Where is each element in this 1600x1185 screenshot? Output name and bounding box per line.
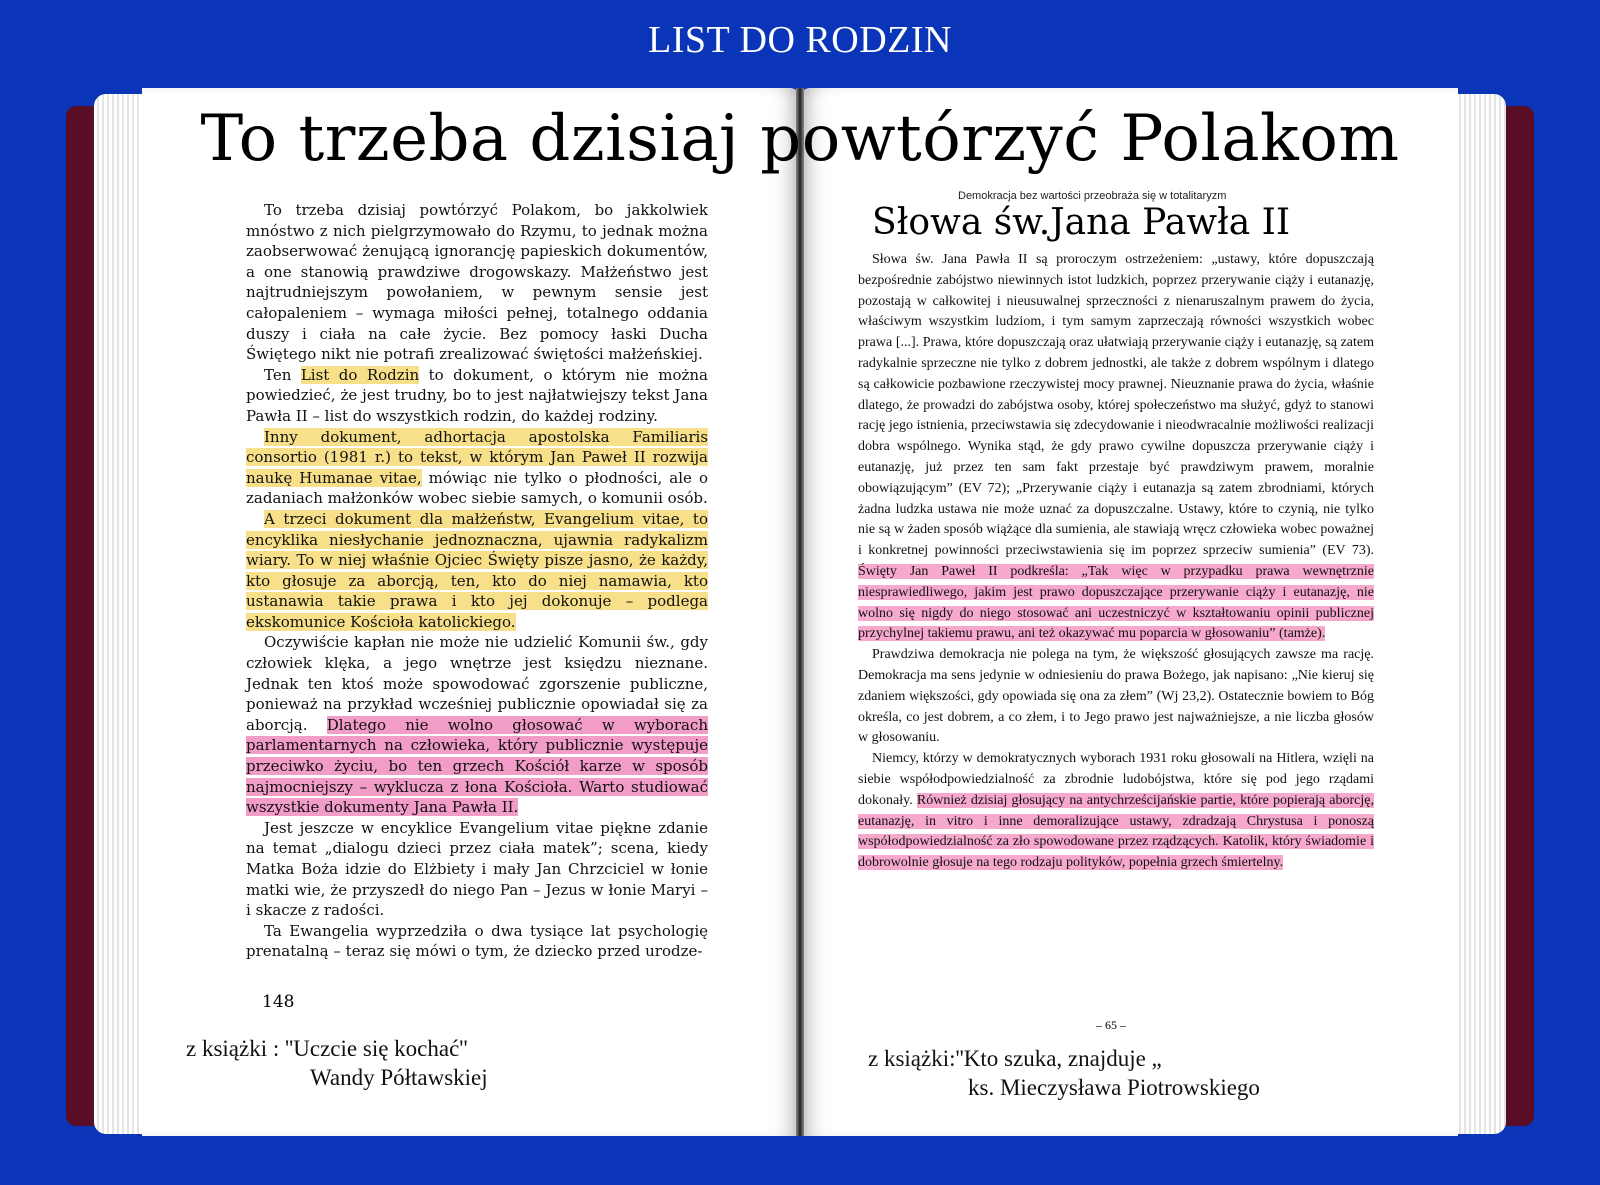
page-edges-right — [1456, 94, 1506, 1134]
text-run: mówiąc nie tylko o płodności, ale o zadaniach małżonków wobec siebie samych, o komunii osób. — [246, 468, 708, 508]
left-page-text — [246, 200, 708, 962]
paragraph — [858, 645, 1374, 749]
paragraph — [246, 365, 708, 427]
left-page-number: 148 — [262, 992, 295, 1012]
text-run: Jest jeszcze w encyklice Evangelium vitae piękne zdanie na temat „dialogu dzieci przez ciała matek”; scena, kiedy Matka Boża idzie do Elżbiety i mały Jan Chrzciciel w łonie matki wie, że przyszedł do niego Pan – Jezus w łonie Maryi – i skacze z radości. — [246, 818, 708, 920]
paragraph — [858, 749, 1374, 874]
text-run: Niemcy, którzy w demokratycznych wyborach 1931 roku głosowali na Hitlera, wzięli na siebie współodpowiedzialność za zbrodnie ludobójstwa, które się pod jego rządami dokonały. — [858, 751, 1374, 808]
paragraph — [246, 509, 708, 633]
highlighted-text: Również dzisiaj głosujący na antychrześcijańskie partie, które popierają aborcję, eutanazję, in vitro i inne demoralizujące ustawy, zdradzają Chrystusa i ponoszą współodpowiedzialność za zło spowodowane przez rządzących. Katolik, który świadomie i dobrowolnie głosuje na tego rodzaju polityków, popełnia grzech śmiertelny. — [858, 792, 1374, 871]
text-run: To trzeba dzisiaj powtórzyć Polakom, bo jakkolwiek mnóstwo z nich pielgrzymowało do Rzymu, to jednak można zaobserwować żenującą ignorancję papieskich dokumentów, a one stanowią prawdziwe drogowskazy. Małżeństwo jest najtrudniejszym powołaniem, w pewnym sensie jest całopaleniem – wymaga miłości pełnej, totalnego oddania duszy i ciała na całe życie. Bez pomocy łaski Ducha Świętego nikt nie potrafi zrealizować świętości małżeńskiej. — [246, 201, 708, 364]
header-title: LIST DO RODZIN — [648, 19, 952, 61]
left-source-caption — [186, 1034, 488, 1092]
text-run: to dokument, o którym nie można powiedzieć, że jest trudny, bo to jest najłatwiejszy tekst Jana Pawła II – list do wszystkich rodzin, do każdej rodziny. — [246, 365, 708, 425]
paragraph — [858, 250, 1374, 645]
paragraph — [246, 200, 708, 365]
highlighted-text: List do Rodzin — [300, 365, 420, 384]
text-run: Prawdziwa demokracja nie polega na tym, że większość głosujących zawsze ma rację. Demokracja ma sens jedynie w odniesieniu do prawa Bożego, jak napisano: „Nie kieruj się zdaniem większości, gdy opowiada się ona za złem” (Wj 23,2). Ostatecznie bowiem to Bóg określa, co jest dobrem, a co złem, i to Jego prawo jest najważniejsze, a nie liczba głosów w głosowaniu. — [858, 647, 1374, 746]
paragraph — [246, 921, 708, 962]
left-source-line2: Wandy Półtawskiej — [310, 1065, 488, 1090]
text-run: Słowa św. Jana Pawła II są proroczym ostrzeżeniem: „ustawy, które dopuszczają bezpośrednie zabójstwo niewinnych istot ludzkich, poprzez przerywanie ciąży i eutanazję, pozostają w całkowitej i nieusuwalnej sprzeczności z nienaruszalnym prawem do życia, właściwym wszystkim ludziom, i tym samym zaprzeczają równości wszystkich wobec prawa [...]. Prawa, które dopuszczają oraz ułatwiają przerywanie ciąży i eutanazję, są zatem radykalnie sprzeczne nie tylko z dobrem jednostki, ale także z dobrem wspólnym i dlatego są całkowicie pozbawione rzeczywistej mocy prawnej. Nieuznanie prawa do życia, właśnie dlatego, że prowadzi do zabójstwa osoby, której społeczeństwo ma służyć, gdyż to stanowi rację jego istnienia, przeciwstawia się zdecydowanie i nieodwracalnie możliwości realizacji dobra wspólnego. Wynika stąd, że gdy prawo cywilne dopuszcza przerywanie ciąży i eutanazję, już przez ten sam fakt przestaje być prawdziwym prawem, moralnie obowiązującym” (EV 72); „Przerywanie ciąży i eutanazja są zatem zbrodniami, których żadna ludzka ustawa nie może uznać za dopuszczalne. Ustawy, które to czynią, nie tylko nie są w żaden sposób wiążące dla sumienia, ale stawiają wręcz człowieka wobec poważnej i konkretnej powinności przeciwstawienia się im poprzez sprzeciw sumienia” (EV 73). — [858, 252, 1374, 559]
main-title: To trzeba dzisiaj powtórzyć Polakom — [200, 102, 1400, 176]
highlighted-text: Święty Jan Paweł II podkreśla: „Tak więc w przypadku prawa wewnętrznie niesprawiedliwego, jakim jest prawo dopuszczające przerywanie ciąży i eutanazję, nie wolno się nigdy do niego stosować ani uczestniczyć w kształtowaniu opinii publicznej przychylnej takiemu prawu, ani też okazywać mu poparcia w głosowaniu” (tamże). — [858, 563, 1374, 642]
text-run: Oczywiście kapłan nie może nie udzielić Komunii św., gdy człowiek klęka, a jego wnętrze jest księdzu nieznane. Jednak ten ktoś może spowodować zgorszenie publiczne, ponieważ na przykład wcześniej publicznie opowiadał się za aborcją. — [246, 633, 708, 734]
text-run: Ten — [264, 365, 301, 384]
text-run: Ta Ewangelia wyprzedziła o dwa tysiące lat psychologię prenatalną – teraz się mówi o tym, że dziecko przed urodze- — [246, 921, 708, 961]
highlighted-text: Inny dokument, adhortacja apostolska Familiaris consortio (1981 r.) to tekst, w którym Jan Paweł II rozwija naukę Humanae vitae, — [246, 427, 708, 487]
paragraph — [246, 818, 708, 921]
right-page-number: – 65 – — [1096, 1018, 1126, 1032]
right-page-subtitle: Demokracja bez wartości przeobraża się w totalitaryzm — [958, 190, 1227, 202]
highlighted-text: A trzeci dokument dla małżeństw, Evangelium vitae, to encyklika niesłychanie jednoznaczna, ujawnia radykalizm wiary. To w niej właśnie Ojciec Święty pisze jasno, że każdy, kto głosuje za aborcją, ten, kto do niej namawia, kto ustanawia takie prawa i kto jej dokonuje – podlega ekskomunice Kościoła katolickiego. — [246, 509, 708, 631]
paragraph — [246, 632, 708, 817]
right-source-line2: ks. Mieczysława Piotrowskiego — [968, 1075, 1260, 1100]
book-spine — [796, 88, 804, 1136]
left-source-line1: z książki : ''Uczcie się kochać'' — [186, 1036, 468, 1061]
page-edges-left — [94, 94, 144, 1134]
right-source-caption — [868, 1044, 1260, 1102]
right-page-title: Słowa św.Jana Pawła II — [872, 202, 1291, 243]
paragraph — [246, 427, 708, 509]
right-page-text — [858, 250, 1374, 874]
highlighted-text: Dlatego nie wolno głosować w wyborach parlamentarnych na człowieka, który publicznie występuje przeciwko życiu, bo ten grzech Kościół karze w sposób najmocniejszy – wyklucza z łona Kościoła. Warto studiować wszystkie dokumenty Jana Pawła II. — [246, 715, 708, 817]
right-source-line1: z książki:''Kto szuka, znajduje „ — [868, 1046, 1162, 1071]
